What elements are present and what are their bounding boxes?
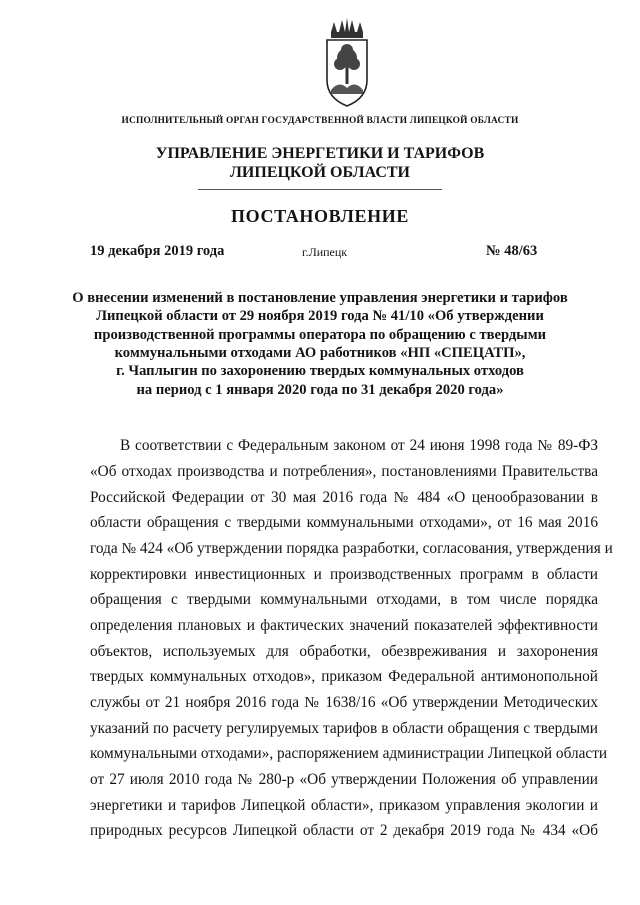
body-line: коммунальными отходами», распоряжением администрации Липецкой области [90, 745, 608, 762]
body-line: области обращения с твердыми коммунальными отходами», от 16 мая 2016 [90, 514, 598, 531]
title-line: О внесении изменений в постановление управления энергетики и тарифов [72, 290, 568, 306]
body-line: службы от 21 ноября 2016 года № 1638/16 «Об утверждении Методических [90, 694, 598, 711]
document-type: ПОСТАНОВЛЕНИЕ [231, 206, 409, 226]
body-line: указаний по расчету регулируемых тарифов в области обращения с твердыми [90, 720, 598, 737]
department-name-line-1: УПРАВЛЕНИЕ ЭНЕРГЕТИКИ И ТАРИФОВ [155, 145, 485, 162]
title-line: производственной программы оператора по обращению с твердыми [93, 327, 547, 343]
header-divider [198, 189, 442, 190]
body-line: твердых коммунальных отходов», приказом Федеральной антимонопольной [90, 668, 598, 685]
body-line: года № 424 «Об утверждении порядка разработки, согласования, утверждения и [90, 540, 613, 557]
document-number: № 48/63 [486, 243, 538, 259]
body-line: обращения с твердыми коммунальными отходами, в том числе порядка [90, 591, 598, 608]
document-date: 19 декабря 2019 года [90, 243, 225, 259]
body-line: определения плановых и фактических значений показателей эффективности [90, 617, 598, 634]
body-line: корректировки инвестиционных и производственных программ в области [90, 566, 598, 583]
title-line: на период с 1 января 2020 года по 31 декабря 2020 года» [136, 382, 504, 398]
body-line: «Об отходах производства и потребления», постановлениями Правительства [90, 463, 598, 480]
body-line: природных ресурсов Липецкой области от 2 декабря 2019 года № 434 «Об [90, 822, 598, 839]
body-line: объектов, используемых для обработки, обезвреживания и захоронения [90, 643, 598, 660]
title-line: г. Чаплыгин по захоронению твердых коммунальных отходов [116, 363, 524, 379]
title-line: Липецкой области от 29 ноября 2019 года № 41/10 «Об утверждении [96, 308, 544, 324]
coat-of-arms-icon [323, 18, 371, 108]
document-city: г.Липецк [302, 245, 348, 259]
title-line: коммунальными отходами АО работников «НП «СПЕЦАТП», [114, 345, 526, 361]
body-line: В соответствии с Федеральным законом от 24 июня 1998 года № 89-ФЗ [120, 437, 598, 454]
body-line: от 27 июля 2010 года № 280-р «Об утверждении Положения об управлении [90, 771, 598, 788]
body-line: энергетики и тарифов Липецкой области», приказом управления экологии и [90, 797, 598, 814]
authority-line: ИСПОЛНИТЕЛЬНЫЙ ОРГАН ГОСУДАРСТВЕННОЙ ВЛАСТИ ЛИПЕЦКОЙ ОБЛАСТИ [121, 116, 519, 126]
body-line: Российской Федерации от 30 мая 2016 года № 484 «О ценообразовании в [90, 489, 598, 506]
department-name-line-2: ЛИПЕЦКОЙ ОБЛАСТИ [230, 164, 410, 181]
